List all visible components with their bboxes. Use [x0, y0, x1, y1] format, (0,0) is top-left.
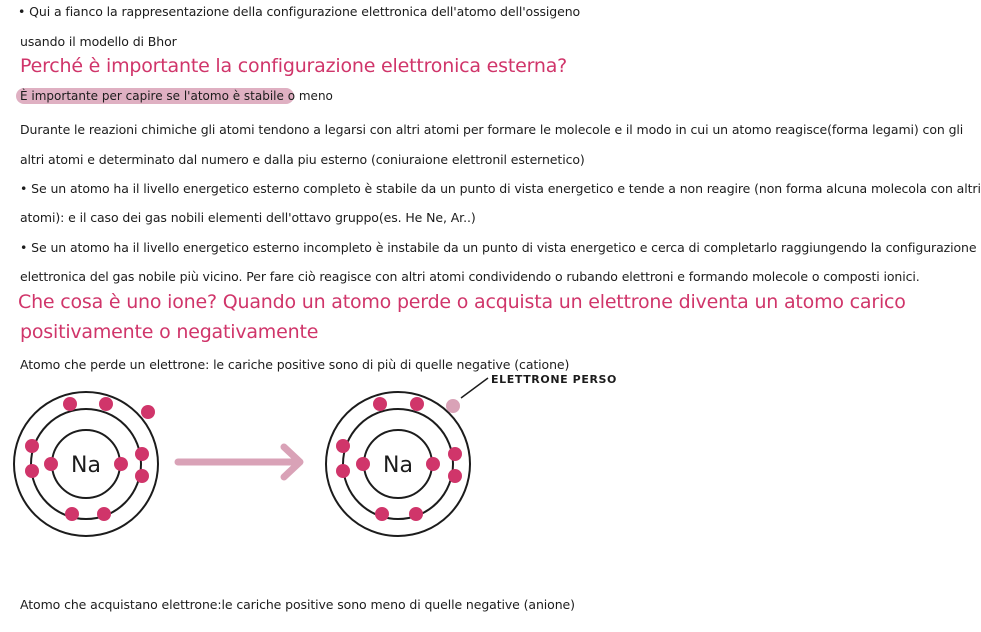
electron [25, 439, 39, 453]
electron [135, 469, 149, 483]
electron [448, 447, 462, 461]
lost-electron-label: ELETTRONE PERSO [491, 373, 617, 386]
heading-ion-line-2: positivamente o negativamente [20, 321, 319, 343]
electron [135, 447, 149, 461]
electron [141, 405, 155, 419]
electron [114, 457, 128, 471]
electron [336, 464, 350, 478]
electron [65, 507, 79, 521]
electron [373, 397, 387, 411]
heading-external-configuration: Perché è importante la configurazione elettronica esterna? [20, 55, 568, 77]
electron [97, 507, 111, 521]
anion-caption: Atomo che acquistano elettrone:le cariche positive sono meno di quelle negative (anione) [20, 597, 575, 612]
highlighted-sentence: È importante per capire se l'atomo è stabile o meno [20, 89, 333, 103]
electron [25, 464, 39, 478]
lost-electron [446, 399, 460, 413]
electron [44, 457, 58, 471]
paragraph-1-line-1: Durante le reazioni chimiche gli atomi tendono a legarsi con altri atomi per formare le molecole e il modo in cui un atomo reagisce(forma legami) con gli [20, 122, 964, 137]
electron [448, 469, 462, 483]
electron [409, 507, 423, 521]
paragraph-3-line-2: elettronica del gas nobile più vicino. Per fare ciò reagisce con altri atomi condividendo o rubando elettroni e formando molecole o composti ionici. [20, 269, 920, 284]
atom-left-symbol: Na [71, 453, 101, 478]
paragraph-2-line-1: • Se un atomo ha il livello energetico esterno completo è stabile da un punto di vista energetico e tende a non reagire (non forma alcuna molecola con altri [20, 181, 981, 196]
lost-electron-pointer [461, 378, 488, 398]
electron [336, 439, 350, 453]
electron [426, 457, 440, 471]
electron [63, 397, 77, 411]
paragraph-1-line-2: altri atomi e determinato dal numero e dalla piu esterno (coniuraione elettronil esternetico) [20, 152, 585, 167]
electron [410, 397, 424, 411]
intro-line-2: usando il modello di Bhor [20, 34, 177, 49]
atom-left [14, 392, 158, 536]
heading-ion-line-1: Che cosa è uno ione? Quando un atomo perde o acquista un elettrone diventa un atomo carico [18, 291, 906, 313]
reaction-arrow [178, 447, 300, 477]
electron [375, 507, 389, 521]
cation-caption: Atomo che perde un elettrone: le cariche positive sono di più di quelle negative (catione) [20, 357, 570, 372]
paragraph-2-line-2: atomi): e il caso dei gas nobili elementi dell'ottavo gruppo(es. He Ne, Ar..) [20, 210, 476, 225]
atom-right-symbol: Na [383, 453, 413, 478]
electron [99, 397, 113, 411]
electron [356, 457, 370, 471]
intro-line-1: • Qui a fianco la rappresentazione della configurazione elettronica dell'atomo dell'ossigeno [18, 4, 581, 19]
paragraph-3-line-1: • Se un atomo ha il livello energetico esterno incompleto è instabile da un punto di vista energetico e cerca di completarlo raggiungendo la configurazione [20, 240, 977, 255]
atom-right [326, 378, 488, 536]
